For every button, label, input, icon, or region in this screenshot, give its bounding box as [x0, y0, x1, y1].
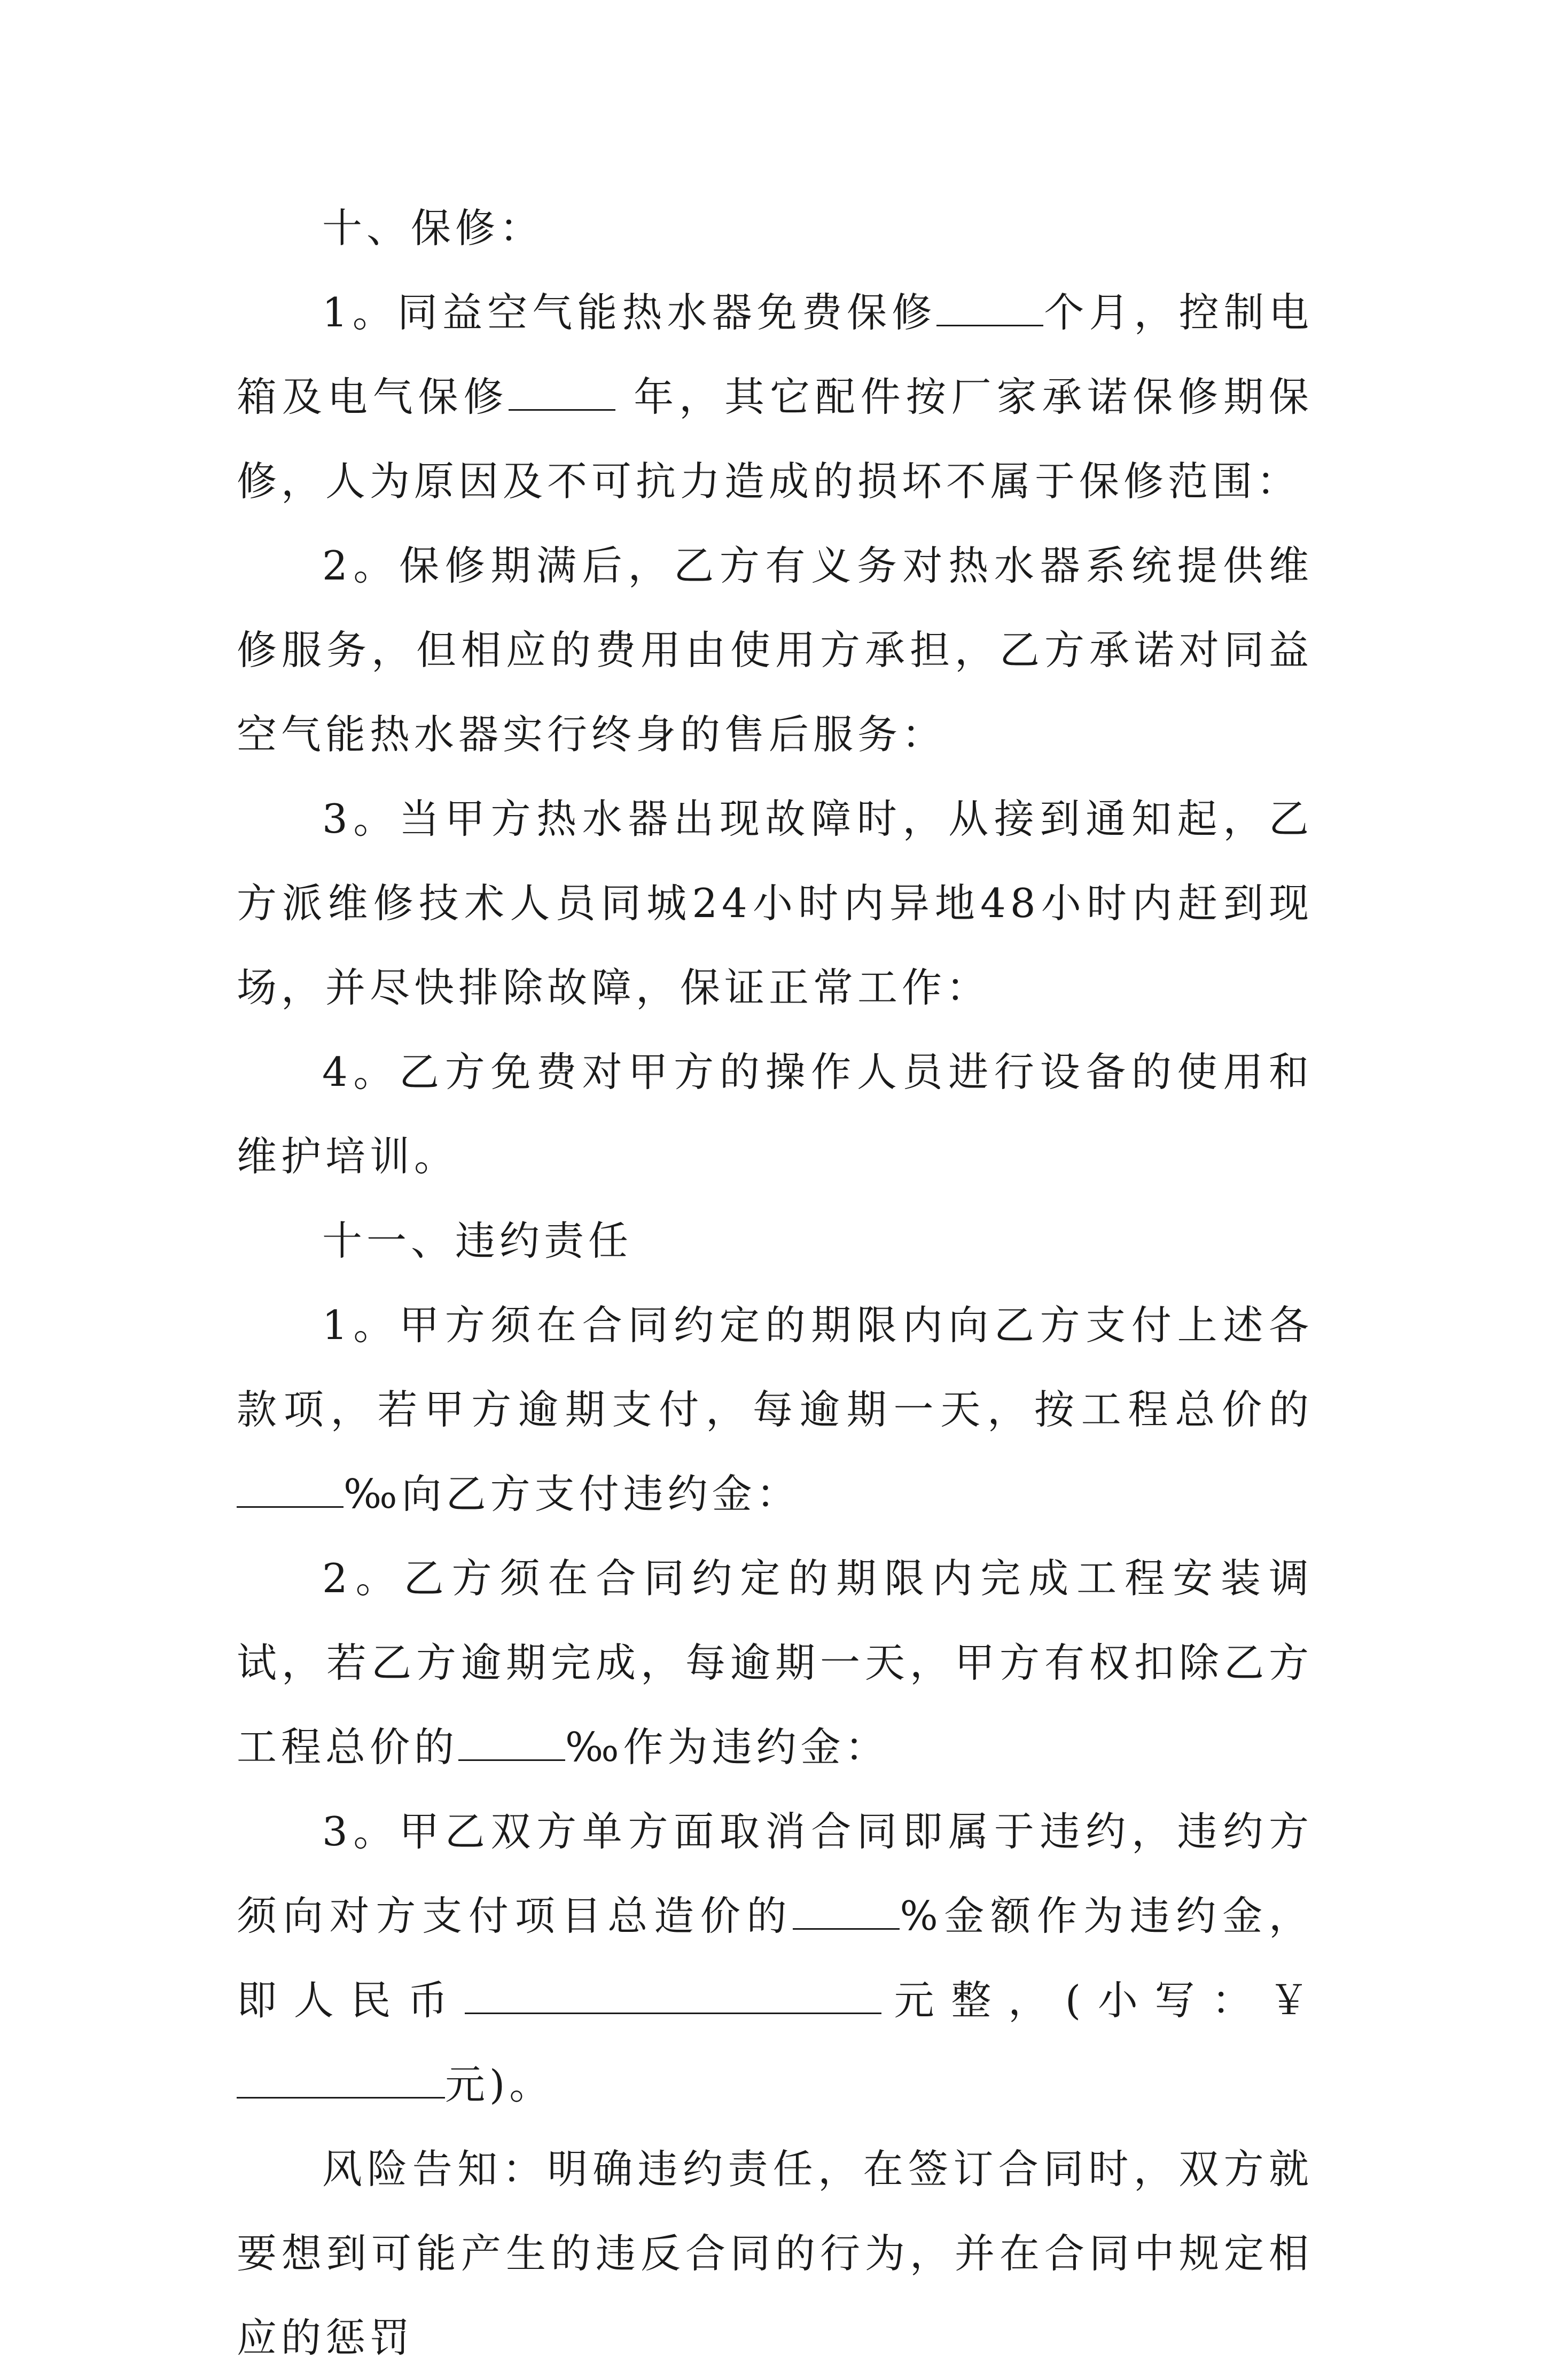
liability-clause-1-text-b: ‰向乙方支付违约金：	[343, 1470, 801, 1517]
risk-notice: 风险告知：明确违约责任，在签订合同时，双方就要想到可能产生的违反合同的行为，并在合同中规定相应的惩罚	[237, 2146, 1313, 2361]
amount-in-words-blank	[465, 1974, 881, 2014]
warranty-months-blank	[936, 286, 1043, 326]
warranty-clause-1-text-c: 年，其它配件按厂家承诺保修期保修，人为原因及不可抗力造成的损坏不属于保修范围：	[237, 373, 1313, 505]
warranty-clause-4: 4。乙方免费对甲方的操作人员进行设备的使用和维护培训。	[237, 1048, 1313, 1180]
liability-clause-1	[237, 1283, 1313, 1536]
amount-in-figures-blank	[237, 2058, 445, 2099]
late-completion-rate-blank	[458, 1721, 565, 1761]
liability-clause-3-text-c: 元整，(小写：￥	[881, 1977, 1313, 2024]
liability-clause-2-text-b: ‰作为违约金：	[565, 1724, 889, 1771]
liability-clause-3-text-d: 元)。	[445, 2061, 554, 2108]
late-payment-rate-blank	[237, 1468, 343, 1508]
liability-clause-2	[237, 1536, 1313, 1789]
electrical-warranty-years-blank	[509, 371, 615, 411]
cancellation-percent-blank	[793, 1890, 900, 1930]
section-heading-warranty: 十、保修：	[322, 205, 544, 252]
warranty-clause-1-text-a: 1。同益空气能热水器免费保修	[322, 289, 937, 336]
section-heading-liability: 十一、违约责任	[322, 1217, 633, 1264]
liability-clause-1-text-a: 1。甲方须在合同约定的期限内向乙方支付上述各款项，若甲方逾期支付，每逾期一天，按工程总价的	[237, 1302, 1313, 1433]
liability-clause-2-text-a: 2。乙方须在合同约定的期限内完成工程安装调试，若乙方逾期完成，每逾期一天，甲方有权扣除乙方工程总价的	[237, 1555, 1313, 1771]
liability-clause-3	[237, 1789, 1313, 2127]
warranty-clause-1	[237, 270, 1313, 523]
warranty-clause-2: 2。保修期满后，乙方有义务对热水器系统提供维修服务，但相应的费用由使用方承担，乙方承诺对同益空气能热水器实行终身的售后服务：	[237, 542, 1313, 758]
warranty-clause-3: 3。当甲方热水器出现故障时，从接到通知起，乙方派维修技术人员同城24小时内异地48小时内赶到现场，并尽快排除故障，保证正常工作：	[237, 795, 1313, 1011]
warranty-clause-1-text-b: 个月，控制电箱及电气保修	[237, 289, 1313, 420]
liability-clause-3-text-b: %金额作为违约金，即人民币	[237, 1892, 1313, 2024]
liability-clause-3-text-a: 3。甲乙双方单方面取消合同即属于违约，违约方须向对方支付项目总造价的	[237, 1808, 1313, 1939]
document-page	[237, 186, 1313, 2380]
